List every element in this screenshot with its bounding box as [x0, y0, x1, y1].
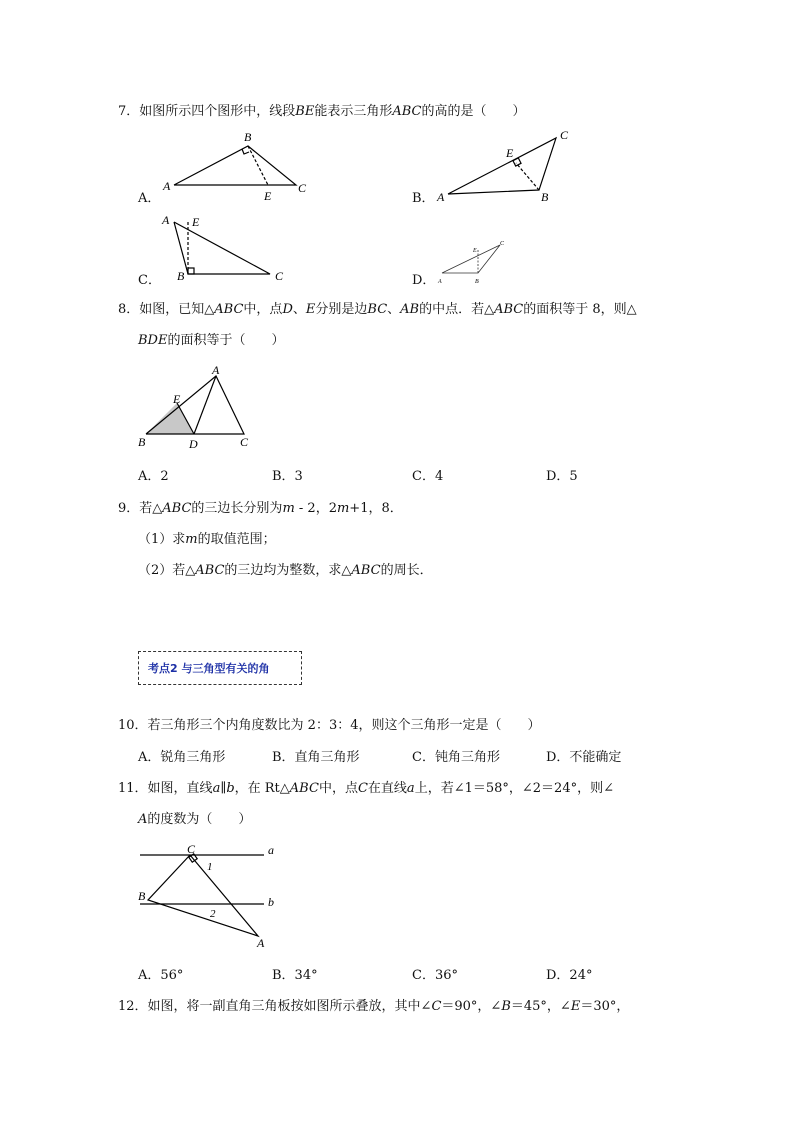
q10-option-a[interactable]: A．锐角三角形	[138, 750, 226, 765]
q10-stem: 10．若三角形三个内角度数比为 2：3：4，则这个三角形一定是（ ）	[118, 718, 541, 733]
q8-option-b[interactable]: B．3	[272, 469, 303, 484]
q8-stem-line2: BDE的面积等于（ ）	[138, 333, 285, 348]
fig-a-label-a: A	[163, 179, 171, 193]
q10-option-d[interactable]: D．不能确定	[546, 750, 622, 765]
q7-figure-a	[160, 128, 320, 208]
q7-option-a[interactable]: A．	[138, 191, 161, 206]
fig-b-label-a: A	[437, 190, 445, 204]
fig-c-label-b: B	[177, 269, 185, 283]
section-heading-box	[138, 651, 302, 685]
fig-d-label-c: C	[500, 241, 505, 247]
q11-option-b[interactable]: B．34°	[272, 968, 318, 983]
q11-option-a[interactable]: A．56°	[138, 968, 184, 983]
q11-stem-line2: A的度数为（ ）	[138, 812, 252, 827]
q11-option-d[interactable]: D．24°	[546, 968, 593, 983]
q8-stem-line1: 8．如图，已知△ABC中，点D、E分别是边BC、AB的中点．若△ABC的面积等于 8，则△	[118, 302, 637, 317]
q9-sub1: （1）求m的取值范围；	[138, 532, 276, 547]
q8-option-a[interactable]: A．2	[138, 469, 169, 484]
fig-d-label-a: A	[438, 279, 442, 285]
q8-label-b: B	[138, 435, 146, 449]
q12-stem: 12．如图，将一副直角三角板按如图所示叠放，其中∠C＝90°，∠B＝45°，∠E＝30°，	[118, 999, 630, 1014]
q11-stem-line1: 11．如图，直线a∥b，在 Rt△ABC中，点C在直线a上，若∠1＝58°，∠2＝24°，则∠	[118, 781, 614, 796]
fig-c-label-e: E	[192, 215, 200, 229]
q8-figure	[138, 362, 268, 452]
q9-stem: 9．若△ABC的三边长分别为m - 2，2m+1，8．	[118, 501, 403, 516]
q11-figure	[134, 838, 294, 948]
fig-b-label-c: C	[560, 128, 569, 142]
q11-label-line-a: a	[268, 843, 274, 857]
q7-stem: 7．如图所示四个图形中，线段BE能表示三角形ABC的高的是（ ）	[118, 104, 526, 119]
q7-option-b[interactable]: B．	[412, 191, 435, 206]
q10-option-c[interactable]: C．钝角三角形	[412, 750, 500, 765]
fig-b-label-b: B	[541, 190, 549, 204]
q11-option-c[interactable]: C．36°	[412, 968, 458, 983]
q8-label-d: D	[189, 437, 198, 451]
q11-angle-2: 2	[210, 908, 216, 920]
fig-c-label-a: A	[162, 213, 170, 227]
fig-c-label-c: C	[275, 269, 284, 283]
q11-label-line-b: b	[268, 895, 274, 909]
q11-label-c: C	[187, 842, 196, 856]
q8-option-c[interactable]: C．4	[412, 469, 444, 484]
q8-label-c: C	[240, 435, 249, 449]
q8-label-a: A	[212, 363, 220, 377]
fig-a-label-c: C	[298, 181, 307, 195]
q7-figure-c	[158, 212, 298, 282]
q9-sub2: （2）若△ABC的三边均为整数，求△ABC的周长．	[138, 563, 433, 578]
fig-a-label-e: E	[264, 189, 272, 203]
q8-option-d[interactable]: D．5	[546, 469, 578, 484]
q7-figure-b	[432, 124, 582, 204]
q11-angle-1: 1	[207, 861, 213, 873]
q11-label-b: B	[138, 889, 146, 903]
section-heading: 考点2 与三角型有关的角	[148, 662, 270, 675]
fig-d-label-b: B	[475, 279, 479, 285]
q7-figure-d	[432, 236, 512, 286]
fig-d-label-e: E	[473, 248, 477, 254]
fig-a-label-b: B	[244, 130, 252, 144]
q10-option-b[interactable]: B．直角三角形	[272, 750, 360, 765]
q7-option-d[interactable]: D．	[412, 273, 436, 288]
q8-label-e: E	[173, 392, 181, 406]
q7-option-c[interactable]: C．	[138, 273, 161, 288]
q11-label-a: A	[257, 936, 265, 950]
fig-b-label-e: E	[506, 146, 514, 160]
